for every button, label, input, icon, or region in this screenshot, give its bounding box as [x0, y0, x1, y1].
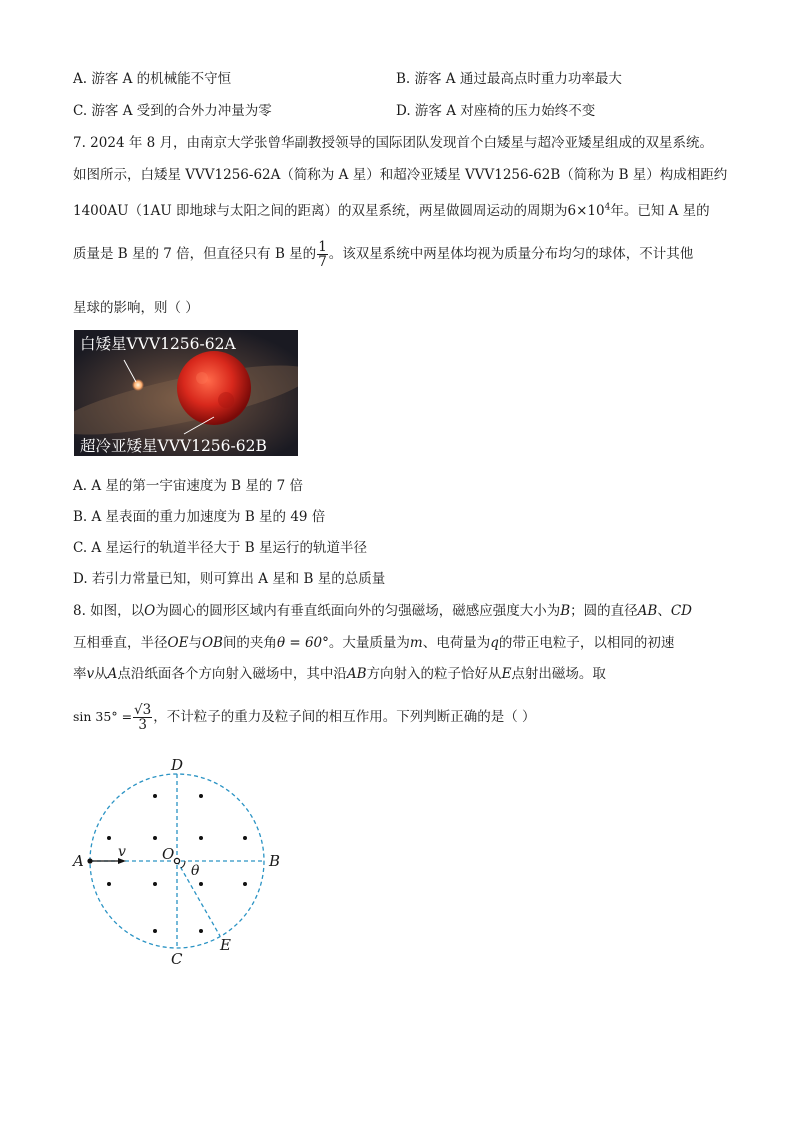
q7-fraction: $\frac{1}{7}$	[318, 239, 327, 270]
q7-period-math: $6\times 10^4$	[567, 202, 611, 219]
q7-option-d: D. 若引力常量已知，则可算出 A 星和 B 星的总质量	[73, 571, 386, 587]
q6-option-a: A. 游客 A 的机械能不守恒	[73, 71, 232, 87]
label-v: v	[118, 844, 126, 860]
q6-option-b: B. 游客 A 通过最高点时重力功率最大	[396, 71, 622, 87]
q8-line-2: 互相垂直，半径OE与OB间的夹角θ = 60°。大量质量为m、电荷量为q的带正电粒子，以相同的初速	[73, 635, 675, 651]
label-theta: θ	[191, 863, 200, 879]
white-dwarf-star	[132, 379, 144, 391]
q6-option-c: C. 游客 A 受到的合外力冲量为零	[73, 103, 272, 119]
ultracool-subdwarf-star	[177, 351, 251, 425]
q7-line-3: 1400AU（1AU 即地球与太阳之间的距离）的双星系统，两星做圆周运动的周期为$6\times 10^4$年。已知 A 星的	[73, 202, 710, 219]
q8-line-3: 率v从A点沿纸面各个方向射入磁场中，其中沿AB方向射入的粒子恰好从E点射出磁场。取	[73, 666, 606, 682]
q7-option-a: A. A 星的第一宇宙速度为 B 星的 7 倍	[73, 478, 304, 494]
q7-line-2: 如图所示，白矮星 VVV1256-62A（简称为 A 星）和超冷亚矮星 VVV1256-62B（简称为 B 星）构成相距约	[73, 167, 728, 183]
label-white-dwarf: 白矮星VVV1256-62A	[80, 335, 236, 353]
q7-line-4: 质量是 B 星的 7 倍，但直径只有 B 星的 $\frac{1}{7}$ 。该双星系统中两星体均视为质量分布均匀的球体，不计其他	[73, 239, 694, 270]
binary-star-photo	[74, 330, 298, 456]
magnetic-field-figure	[68, 752, 298, 974]
label-subdwarf: 超冷亚矮星VVV1256-62B	[80, 437, 267, 455]
label-d: D	[171, 756, 184, 774]
q8-line-4: sin 35° = $\frac{√3}{3}$ ，不计粒子的重力及粒子间的相互作用。下列判断正确的是（ ）	[73, 702, 536, 733]
label-a: A	[73, 852, 84, 870]
q8-fraction: $\frac{√3}{3}$	[134, 702, 152, 733]
q6-option-d: D. 游客 A 对座椅的压力始终不变	[396, 103, 596, 119]
label-b: B	[269, 852, 281, 870]
q7-line-1: 7. 2024 年 8 月，由南京大学张曾华副教授领导的国际团队发现首个白矮星与超冷亚矮星组成的双星系统。	[73, 135, 713, 151]
q8-line-1: 8. 如图，以O为圆心的圆形区域内有垂直纸面向外的匀强磁场，磁感应强度大小为B；圆的直径AB、CD	[73, 603, 692, 619]
q7-option-c: C. A 星运行的轨道半径大于 B 星运行的轨道半径	[73, 540, 367, 556]
label-c: C	[171, 950, 183, 968]
q7-option-b: B. A 星表面的重力加速度为 B 星的 49 倍	[73, 509, 326, 525]
angle-arc	[181, 861, 185, 868]
label-e: E	[220, 936, 231, 954]
label-o: O	[162, 845, 175, 863]
q7-line-5: 星球的影响，则（ ）	[73, 300, 199, 316]
point-o	[174, 858, 179, 863]
